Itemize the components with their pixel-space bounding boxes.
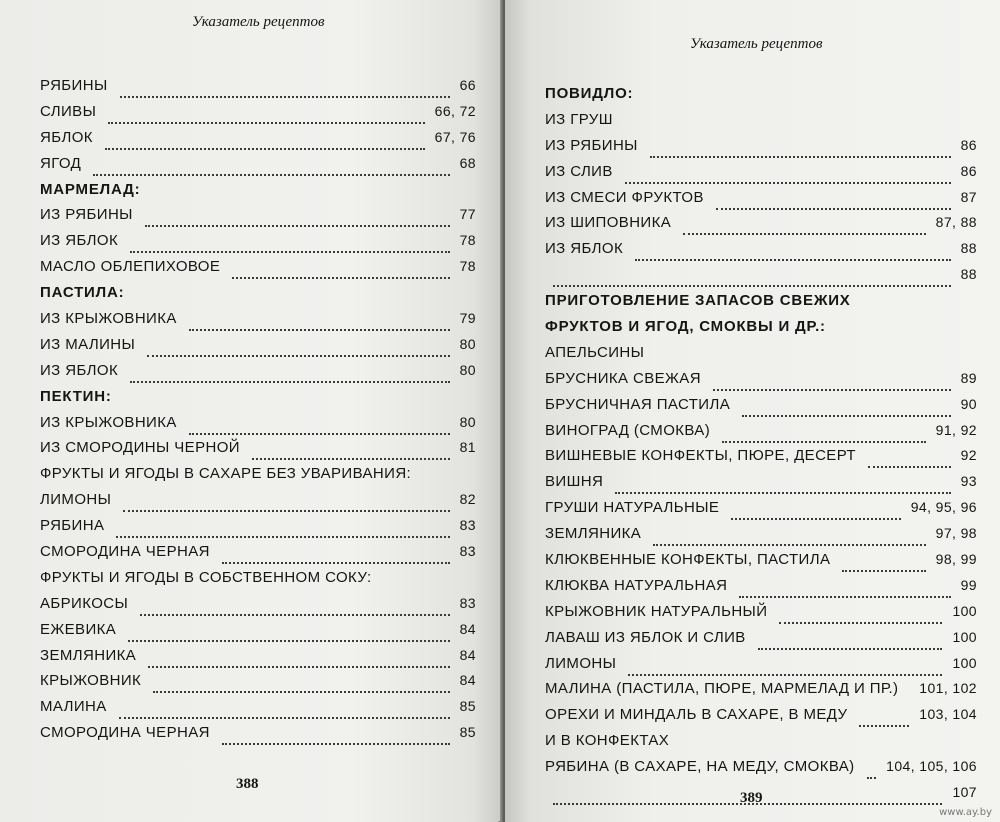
entry-label: ПОВИДЛО: — [545, 85, 634, 102]
index-entry — [40, 436, 476, 462]
index-heading — [545, 289, 977, 315]
entry-label: БРУСНИЧНАЯ ПАСТИЛА — [545, 395, 731, 413]
dot-leader — [653, 522, 926, 546]
index-entry — [545, 393, 977, 419]
entry-label: И В КОНФЕКТАХ — [545, 732, 670, 750]
entry-label: ИЗ КРЫЖОВНИКА — [40, 413, 177, 431]
page-reference: 104, 105, 106 — [886, 758, 977, 775]
entry-label: МАСЛО ОБЛЕПИХОВОЕ — [40, 258, 221, 276]
index-entry — [545, 341, 977, 367]
page-reference: 100 — [952, 602, 977, 619]
page-reference: 84 — [459, 646, 476, 663]
index-entry — [40, 411, 476, 437]
index-heading — [545, 82, 977, 108]
entry-label: РЯБИНА (В САХАРЕ, НА МЕДУ, СМОКВА) — [545, 758, 855, 776]
page-reference: 99 — [960, 576, 977, 593]
page-reference: 84 — [459, 672, 476, 689]
index-entry — [40, 618, 476, 644]
page-reference: 83 — [459, 543, 476, 560]
dot-leader — [859, 703, 909, 727]
entry-label: ИЗ ЯБЛОК — [40, 361, 119, 379]
page-reference: 85 — [459, 724, 476, 741]
dot-leader — [119, 695, 450, 719]
page-reference: 82 — [459, 491, 476, 508]
entry-label: ИЗ ЯБЛОК — [40, 232, 119, 250]
entry-label: ГРУШИ НАТУРАЛЬНЫЕ — [545, 499, 720, 517]
index-entry — [545, 496, 977, 522]
page-reference: 87, 88 — [935, 214, 977, 231]
index-entry — [545, 263, 977, 289]
entry-label: ФРУКТЫ И ЯГОДЫ В СОБСТВЕННОМ СОКУ: — [40, 568, 372, 586]
dot-leader — [222, 721, 450, 745]
index-entry — [40, 255, 476, 281]
page-reference: 92 — [960, 447, 977, 464]
entry-label: ЛАВАШ ИЗ ЯБЛОК И СЛИВ — [545, 628, 746, 646]
entry-label: КЛЮКВЕННЫЕ КОНФЕКТЫ, ПАСТИЛА — [545, 551, 831, 569]
dot-leader — [153, 669, 450, 693]
entry-label: ЗЕМЛЯНИКА — [545, 525, 642, 543]
dot-leader — [635, 237, 951, 261]
entry-label: ИЗ ГРУШ — [545, 110, 613, 128]
entry-label: ИЗ РЯБИНЫ — [40, 206, 133, 224]
dot-leader — [868, 444, 951, 468]
page-reference: 107 — [952, 784, 977, 801]
dot-leader — [105, 126, 425, 150]
page-reference: 86 — [960, 162, 977, 179]
dot-leader — [145, 203, 450, 227]
index-entry — [545, 444, 977, 470]
index-entry — [545, 703, 977, 729]
page-reference: 80 — [459, 361, 476, 378]
entry-label: ЯГОД — [40, 154, 82, 172]
dot-leader — [739, 574, 951, 598]
page-reference: 103, 104 — [919, 706, 977, 723]
index-entry — [40, 488, 476, 514]
page-reference: 101, 102 — [919, 680, 977, 697]
dot-leader — [628, 652, 942, 676]
dot-leader — [742, 393, 951, 417]
entry-label: ОРЕХИ И МИНДАЛЬ В САХАРЕ, В МЕДУ — [545, 706, 848, 724]
entry-label: КЛЮКВА НАТУРАЛЬНАЯ — [545, 576, 728, 594]
page-reference: 67, 76 — [434, 128, 476, 145]
entry-label: КРЫЖОВНИК — [40, 672, 142, 690]
entry-label: ЛИМОНЫ — [40, 491, 112, 509]
page-reference: 80 — [459, 335, 476, 352]
index-entry — [40, 592, 476, 618]
dot-leader — [553, 263, 951, 287]
entry-label: МАРМЕЛАД: — [40, 180, 141, 198]
entry-label: ИЗ СМОРОДИНЫ ЧЕРНОЙ — [40, 439, 240, 457]
entry-label: ИЗ СМЕСИ ФРУКТОВ — [545, 188, 704, 206]
page-reference: 77 — [459, 206, 476, 223]
index-entry — [40, 74, 476, 100]
dot-leader — [683, 211, 926, 235]
dot-leader — [252, 436, 450, 460]
entry-label: СМОРОДИНА ЧЕРНАЯ — [40, 724, 210, 742]
entry-label: РЯБИНЫ — [40, 77, 108, 94]
dot-leader — [120, 74, 450, 98]
page-reference: 85 — [459, 698, 476, 715]
dot-leader — [93, 152, 450, 176]
page-reference: 88 — [960, 266, 977, 283]
entry-label: РЯБИНА — [40, 517, 105, 535]
index-heading — [40, 281, 476, 307]
index-entry — [40, 669, 476, 695]
page-reference: 83 — [459, 517, 476, 534]
index-entry — [545, 186, 977, 212]
index-entry — [40, 695, 476, 721]
dot-leader — [148, 644, 450, 668]
index-entry — [40, 333, 476, 359]
watermark: www.ay.by — [939, 807, 992, 818]
entry-label: ВИШНЯ — [545, 473, 604, 491]
index-entry — [545, 160, 977, 186]
page-reference: 68 — [459, 154, 476, 171]
entry-label: БРУСНИКА СВЕЖАЯ — [545, 369, 701, 387]
entry-label: ИЗ МАЛИНЫ — [40, 335, 136, 353]
page-reference: 89 — [960, 369, 977, 386]
entry-label: АБРИКОСЫ — [40, 594, 129, 612]
dot-leader — [189, 411, 450, 435]
page-reference: 80 — [459, 413, 476, 430]
entry-label: МАЛИНА (ПАСТИЛА, ПЮРЕ, МАРМЕЛАД И ПР.) — [545, 680, 899, 698]
entry-label: СМОРОДИНА ЧЕРНАЯ — [40, 543, 210, 561]
dot-leader — [650, 134, 951, 158]
index-entry — [545, 729, 977, 755]
dot-leader — [842, 548, 926, 572]
dot-leader — [779, 600, 942, 624]
page-reference: 94, 95, 96 — [910, 499, 977, 516]
page-reference: 83 — [459, 594, 476, 611]
page-number: 388 — [236, 776, 259, 792]
dot-leader — [232, 255, 450, 279]
page-reference: 86 — [960, 136, 977, 153]
dot-leader — [615, 470, 951, 494]
page-reference: 100 — [952, 654, 977, 671]
page-reference: 79 — [459, 310, 476, 327]
page-reference: 88 — [960, 240, 977, 257]
page-reference: 78 — [459, 258, 476, 275]
index-entry — [40, 462, 476, 488]
entry-label: ПЕКТИН: — [40, 387, 112, 405]
index-entry — [545, 470, 977, 496]
entry-label: ЗЕМЛЯНИКА — [40, 646, 137, 664]
page-reference: 91, 92 — [935, 421, 977, 438]
dot-leader — [722, 419, 926, 443]
index-entry — [545, 108, 977, 134]
index-entry — [545, 134, 977, 160]
index-entry — [40, 203, 476, 229]
entry-label: ИЗ КРЫЖОВНИКА — [40, 310, 177, 328]
entry-label: ФРУКТЫ И ЯГОДЫ В САХАРЕ БЕЗ УВАРИВАНИЯ: — [40, 465, 412, 483]
recipe-index-list — [545, 82, 977, 807]
dot-leader — [713, 367, 951, 391]
index-entry — [545, 367, 977, 393]
entry-label: ИЗ ШИПОВНИКА — [545, 214, 672, 232]
index-entry — [545, 574, 977, 600]
running-header: Указатель рецептов — [192, 14, 325, 30]
entry-label: ПАСТИЛА: — [40, 284, 125, 302]
entry-label: МАЛИНА — [40, 698, 107, 716]
index-entry — [40, 566, 476, 592]
index-entry — [545, 626, 977, 652]
page-reference: 98, 99 — [935, 551, 977, 568]
dot-leader — [108, 100, 425, 124]
entry-label: КРЫЖОВНИК НАТУРАЛЬНЫЙ — [545, 602, 768, 620]
recipe-index-list — [40, 74, 476, 747]
page-reference: 97, 98 — [935, 525, 977, 542]
dot-leader — [140, 592, 450, 616]
dot-leader — [625, 160, 951, 184]
entry-label: ЛИМОНЫ — [545, 654, 617, 672]
page-reference: 90 — [960, 395, 977, 412]
dot-leader — [716, 186, 951, 210]
entry-label: СЛИВЫ — [40, 102, 97, 120]
dot-leader — [130, 229, 450, 253]
index-entry — [545, 419, 977, 445]
index-entry — [545, 600, 977, 626]
page-reference: 66, 72 — [434, 102, 476, 119]
index-entry — [40, 229, 476, 255]
dot-leader — [147, 333, 450, 357]
index-entry — [545, 237, 977, 263]
index-entry — [40, 514, 476, 540]
index-entry — [545, 755, 977, 781]
dot-leader — [222, 540, 450, 564]
index-entry — [545, 652, 977, 678]
index-entry — [40, 152, 476, 178]
dot-leader — [758, 626, 942, 650]
entry-label: ВИНОГРАД (СМОКВА) — [545, 421, 711, 439]
entry-label: ИЗ РЯБИНЫ — [545, 136, 638, 154]
index-entry — [545, 522, 977, 548]
entry-label: ИЗ ЯБЛОК — [545, 240, 624, 258]
index-heading — [545, 315, 977, 341]
right-page — [505, 0, 1000, 822]
index-heading — [40, 385, 476, 411]
entry-label: ИЗ СЛИВ — [545, 162, 613, 180]
index-entry — [40, 644, 476, 670]
dot-leader — [116, 514, 450, 538]
page-reference: 81 — [459, 439, 476, 456]
entry-label: ВИШНЕВЫЕ КОНФЕКТЫ, ПЮРЕ, ДЕСЕРТ — [545, 447, 856, 465]
index-entry — [40, 100, 476, 126]
entry-label: ЯБЛОК — [40, 128, 93, 146]
index-entry — [40, 126, 476, 152]
dot-leader — [189, 307, 450, 331]
page-reference: 84 — [459, 620, 476, 637]
index-entry — [40, 359, 476, 385]
index-entry — [40, 721, 476, 747]
page-reference: 93 — [960, 473, 977, 490]
dot-leader — [128, 618, 450, 642]
dot-leader — [867, 755, 876, 779]
index-heading — [40, 178, 476, 204]
index-entry — [40, 307, 476, 333]
dot-leader — [731, 496, 901, 520]
entry-label: ПРИГОТОВЛЕНИЕ ЗАПАСОВ СВЕЖИХ — [545, 292, 851, 310]
page-reference: 66 — [459, 77, 476, 93]
index-entry — [545, 677, 977, 703]
entry-label: ФРУКТОВ И ЯГОД, СМОКВЫ И ДР.: — [545, 318, 826, 336]
entry-label: ЕЖЕВИКА — [40, 620, 117, 638]
index-entry — [40, 540, 476, 566]
index-entry — [545, 211, 977, 237]
running-header: Указатель рецептов — [690, 36, 823, 52]
page-reference: 87 — [960, 188, 977, 205]
entry-label: АПЕЛЬСИНЫ — [545, 343, 645, 361]
dot-leader — [123, 488, 450, 512]
page-number: 389 — [740, 790, 763, 806]
page-reference: 78 — [459, 232, 476, 249]
page-reference: 100 — [952, 628, 977, 645]
index-entry — [545, 548, 977, 574]
dot-leader — [130, 359, 450, 383]
